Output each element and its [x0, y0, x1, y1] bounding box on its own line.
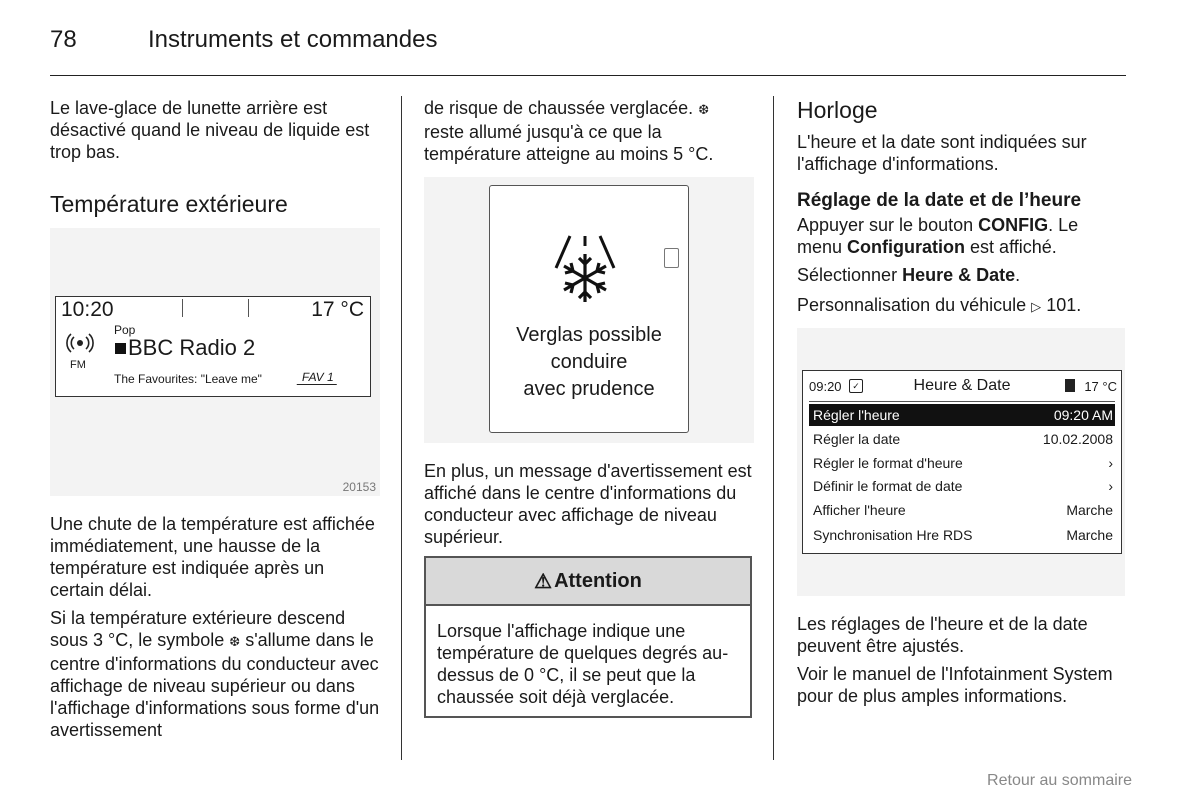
section-heading: Horloge [797, 97, 878, 123]
menu-item-show-time[interactable] [809, 499, 1115, 521]
menu-item-time-format[interactable] [809, 452, 1115, 474]
paragraph-text: Personnalisation du véhicule [797, 295, 1027, 315]
ice-warning-line: avec prudence [523, 378, 655, 400]
display-genre: Pop [114, 323, 136, 337]
menu-time: 09:20 [809, 379, 842, 394]
display-time: 10:20 [61, 298, 114, 321]
display-separator [248, 299, 249, 317]
arrow-reference-icon: ▷ [1031, 299, 1042, 314]
paragraph [797, 264, 1127, 286]
menu-screen [802, 370, 1122, 554]
paragraph: Le lave-glace de lunette arrière est désactivé quand le niveau de liquide est trop bas. [50, 98, 370, 162]
column-divider [773, 96, 774, 760]
ice-warning-line: Verglas possible [516, 324, 662, 346]
display-track: The Favourites: "Leave me" [114, 372, 262, 386]
display-temperature: 17 °C [311, 298, 364, 321]
menu-reference: Configuration [847, 237, 966, 257]
display-station: BBC Radio 2 [128, 335, 256, 360]
menu-divider [809, 401, 1115, 402]
menu-item-label: Afficher l'heure [813, 502, 906, 518]
road-ice-icon [552, 232, 618, 308]
figure-number: 20153 [342, 480, 376, 494]
chevron-right-icon: › [1108, 478, 1113, 494]
menu-item-value: Marche [1066, 527, 1113, 543]
paragraph-text: de risque de chaussée verglacée. [424, 98, 694, 118]
time-date-menu-figure [797, 328, 1125, 596]
paragraph-text: . [1015, 265, 1021, 285]
page-icon [664, 248, 679, 268]
menu-item-set-date[interactable] [809, 428, 1115, 450]
page-reference: 101. [1046, 295, 1082, 315]
paragraph: L'heure et la date sont indiquées sur l'affichage d'informations. [797, 132, 1087, 174]
warning-header [426, 558, 750, 606]
thermometer-icon [1065, 379, 1075, 392]
paragraph [424, 97, 754, 165]
paragraph: Les réglages de l'heure et de la date peuvent être ajustés. [797, 614, 1088, 656]
menu-item-date-format[interactable] [809, 475, 1115, 497]
clock-icon: ✓ [849, 379, 863, 393]
display-band: FM [70, 359, 86, 371]
paragraph [797, 294, 1127, 318]
warning-text: Lorsque l'affichage indique une température de quelques degrés au-dessus de 0 °C, il se peut que la chaussée soit déjà verglacée. [437, 621, 729, 707]
station-marker-icon [115, 343, 126, 354]
menu-item-value: 09:20 AM [1053, 407, 1113, 423]
column-divider [401, 96, 402, 760]
menu-item-value: 10.02.2008 [1042, 431, 1113, 447]
page-number: 78 [50, 26, 77, 53]
display-separator [182, 299, 183, 317]
radio-display-screen [55, 296, 371, 397]
menu-item-label: Synchronisation Hre RDS [813, 527, 973, 543]
menu-item-value: Marche [1066, 502, 1113, 518]
snowflake-icon: ❆ [229, 634, 241, 649]
warning-box [424, 556, 752, 718]
menu-item-set-time[interactable] [809, 404, 1115, 426]
radio-display-figure [50, 228, 380, 496]
paragraph-text: . Le menu [797, 215, 1079, 257]
paragraph-text: reste allumé jusqu'à ce que la température atteigne au moins 5 °C. [424, 122, 714, 164]
section-heading: Température extérieure [50, 191, 288, 217]
menu-item-rds-sync[interactable] [809, 524, 1115, 546]
paragraph-text: Si la température extérieure descend sous 3 °C, le symbole [50, 608, 346, 650]
paragraph: Une chute de la température est affichée immédiatement, une hausse de la température est indiquée après un certain délai. [50, 514, 375, 600]
page-title: Instruments et commandes [148, 26, 438, 53]
ice-warning-message [490, 322, 688, 403]
display-fav: FAV 1 [297, 370, 339, 385]
paragraph [797, 214, 1127, 258]
warning-title: Attention [554, 569, 642, 592]
warning-triangle-icon: ⚠ [534, 570, 553, 593]
paragraph: Voir le manuel de l'Infotainment System pour de plus amples informations. [797, 664, 1113, 706]
menu-item-label: Définir le format de date [813, 478, 963, 494]
menu-reference: Heure & Date [902, 265, 1016, 285]
menu-item-label: Régler la date [813, 431, 901, 447]
ice-warning-figure [424, 177, 754, 443]
paragraph-text: Sélectionner [797, 265, 898, 285]
menu-title: Heure & Date [913, 377, 1011, 394]
paragraph-text: Appuyer sur le bouton [797, 215, 974, 235]
chevron-right-icon: › [1108, 455, 1113, 471]
ice-warning-line: conduire [550, 351, 628, 373]
menu-item-label: Régler l'heure [813, 407, 900, 423]
ice-warning-panel [489, 185, 689, 433]
header-rule [50, 75, 1126, 76]
radio-antenna-icon [66, 329, 94, 357]
paragraph-text: s'allume dans le centre d'informations du conducteur avec affichage de niveau supérieur ou dans l'affichage d'informations sous forme d'un avertissement [50, 630, 380, 740]
menu-item-label: Régler le format d'heure [813, 455, 963, 471]
back-to-contents-link[interactable]: Retour au sommaire [987, 772, 1132, 789]
paragraph [50, 607, 380, 741]
snowflake-icon: ❆ [698, 102, 710, 117]
menu-temperature: 17 °C [1084, 379, 1117, 394]
paragraph: En plus, un message d'avertissement est affiché dans le centre d'informations du conducteur avec affichage de niveau supérieur. [424, 461, 752, 547]
paragraph-text: est affiché. [970, 237, 1057, 257]
subsection-heading: Réglage de la date et de l’heure [797, 190, 1082, 211]
button-reference: CONFIG [978, 215, 1049, 235]
